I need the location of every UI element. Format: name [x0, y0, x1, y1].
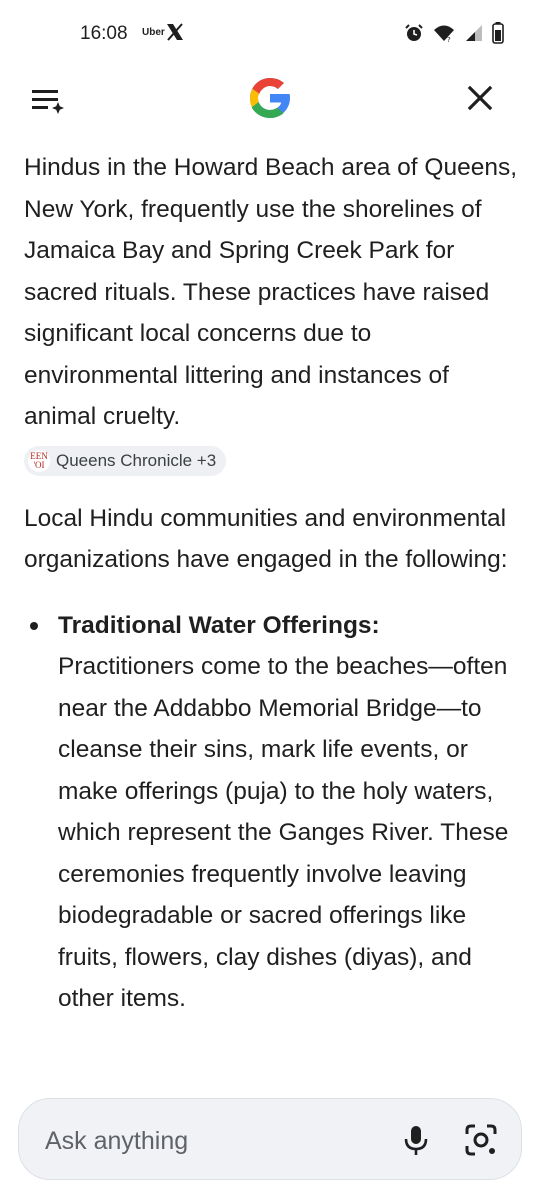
status-time: 16:08: [80, 23, 128, 44]
signal-icon: [464, 23, 484, 43]
wifi-icon: [432, 23, 456, 43]
google-lens-icon[interactable]: [462, 1121, 500, 1159]
bullet-title: Traditional Water Offerings:: [58, 611, 380, 639]
uber-icon: Uber: [142, 27, 165, 38]
response-content: [24, 147, 519, 1087]
queens-chronicle-logo-icon: [28, 450, 50, 472]
battery-icon: [492, 22, 504, 44]
logo-text-bottom: 'OI: [33, 459, 45, 470]
bullet-list: [24, 605, 519, 1020]
ask-bar: [18, 1098, 522, 1180]
bullet-text: Practitioners come to the beaches—often near the Addabbo Memorial Bridge—to cleanse their sins, mark life events, or make offerings (puja) to the holy waters, which represent the Ganges River. These ceremonies frequently involve leaving biodegradable or sacred offerings like fruits, flowers, clay dishes (diyas), and other items.: [58, 653, 509, 1012]
menu-sparkle-icon[interactable]: [28, 80, 68, 120]
response-paragraph-2: Local Hindu communities and environmental organizations have engaged in the following:: [24, 504, 508, 573]
content-fade: [0, 1050, 540, 1090]
microphone-icon[interactable]: [397, 1121, 435, 1159]
status-bar: [0, 0, 540, 70]
response-paragraph-1: Hindus in the Howard Beach area of Queens, New York, frequently use the shorelines of Jamaica Bay and Spring Creek Park for sacred rituals. These practices have raised significant local concerns due to environmental littering and instances of animal cruelty.: [24, 154, 518, 430]
alarm-icon: [404, 23, 424, 43]
source-chip-label: Queens Chronicle +3: [56, 450, 217, 470]
logo-text-top: EEN: [30, 450, 48, 461]
close-icon[interactable]: [460, 78, 500, 118]
ask-input[interactable]: [43, 1121, 377, 1161]
app-bar: [0, 70, 540, 132]
x-logo-icon: [165, 22, 185, 42]
source-chip[interactable]: [24, 446, 226, 476]
list-item: [24, 605, 519, 1020]
svg-text:?: ?: [447, 36, 451, 43]
google-g-logo[interactable]: [246, 74, 294, 122]
